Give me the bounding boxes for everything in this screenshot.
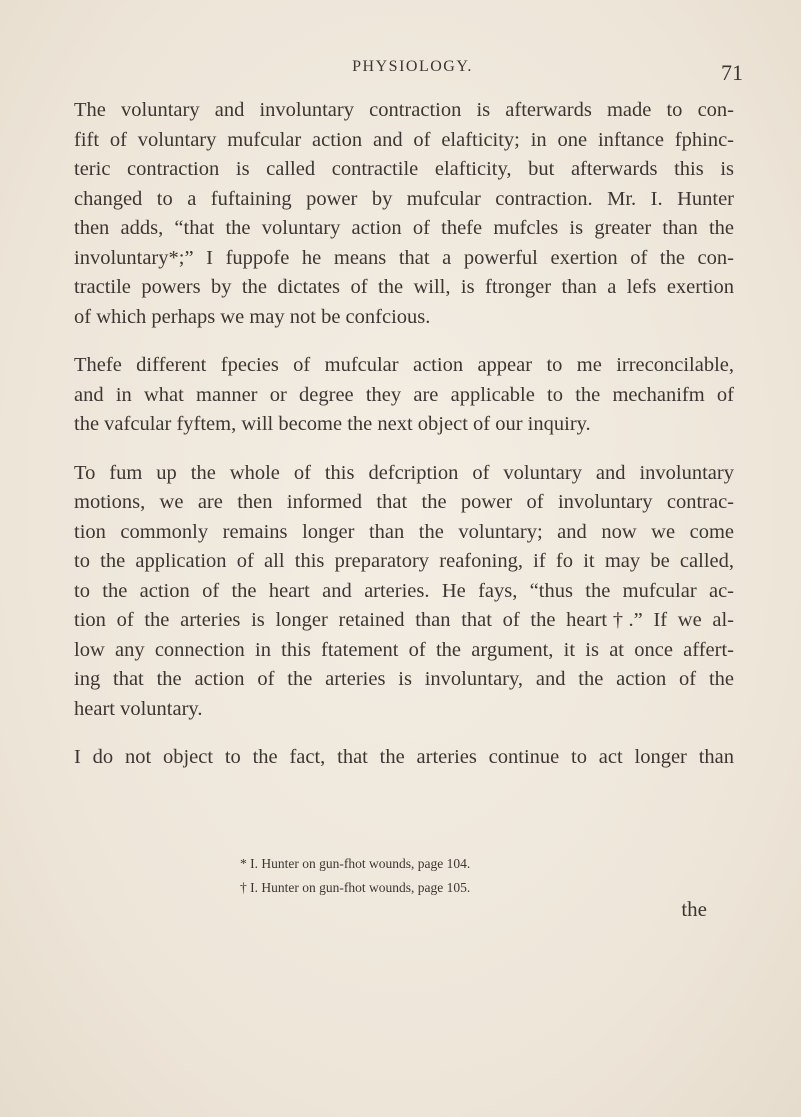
text-line: tractile powers by the dictates of the will, is ftronger than a lefs exertion bbox=[74, 276, 734, 298]
footnote: † I. Hunter on gun-fhot wounds, page 105. bbox=[240, 880, 471, 895]
text-line: of which perhaps we may not be confcious. bbox=[74, 305, 431, 328]
text-line: to the application of all this preparatory reafoning, if fo it may be called, bbox=[74, 550, 734, 572]
text-line: tion of the arteries is longer retained than that of the heart†.” If we al- bbox=[74, 609, 734, 631]
text-line: the vafcular fyftem, will become the next object of our inquiry. bbox=[74, 413, 591, 435]
text-line: involuntary*;” I fuppofe he means that a powerful exertion of the con- bbox=[74, 246, 734, 269]
text-line: changed to a fuftaining power by mufcular contraction. Mr. I. Hunter bbox=[74, 187, 734, 210]
paragraph bbox=[64, 351, 734, 440]
text-line: I do not object to the fact, that the arteries continue to act longer than bbox=[74, 746, 734, 768]
paragraph bbox=[64, 96, 734, 332]
text-line: then adds, “that the voluntary action of thefe mufcles is greater than the bbox=[74, 217, 734, 239]
body-text bbox=[64, 96, 734, 792]
running-head bbox=[0, 58, 801, 88]
text-line: to the action of the heart and arteries. He fays, “thus the mufcular ac- bbox=[74, 579, 734, 602]
catchword: the bbox=[681, 897, 707, 921]
text-line: teric contraction is called contractile elafticity, but afterwards this is bbox=[74, 158, 734, 180]
text-line: Thefe different fpecies of mufcular action appear to me irreconcilable, bbox=[74, 354, 734, 376]
text-line: motions, we are then informed that the power of involuntary contrac- bbox=[74, 491, 734, 513]
paragraph bbox=[64, 743, 734, 773]
text-line: The voluntary and involuntary contraction is afterwards made to con- bbox=[74, 99, 734, 121]
paragraph bbox=[64, 459, 734, 725]
page-number: 71 bbox=[721, 60, 743, 85]
text-line: To fum up the whole of this defcription of voluntary and involuntary bbox=[74, 461, 734, 484]
text-line: low any connection in this ftatement of the argument, it is at once affert- bbox=[74, 638, 734, 661]
text-line: fift of voluntary mufcular action and of elafticity; in one inftance fphinc- bbox=[74, 128, 734, 151]
footnotes bbox=[240, 852, 470, 900]
footnote: * I. Hunter on gun-fhot wounds, page 104. bbox=[240, 856, 471, 871]
text-line: ing that the action of the arteries is involuntary, and the action of the bbox=[74, 668, 734, 690]
text-line: tion commonly remains longer than the voluntary; and now we come bbox=[74, 520, 734, 543]
text-line: and in what manner or degree they are applicable to the mechanifm of bbox=[74, 383, 734, 406]
running-title: PHYSIOLOGY. bbox=[352, 58, 473, 75]
text-line: heart voluntary. bbox=[74, 697, 203, 720]
